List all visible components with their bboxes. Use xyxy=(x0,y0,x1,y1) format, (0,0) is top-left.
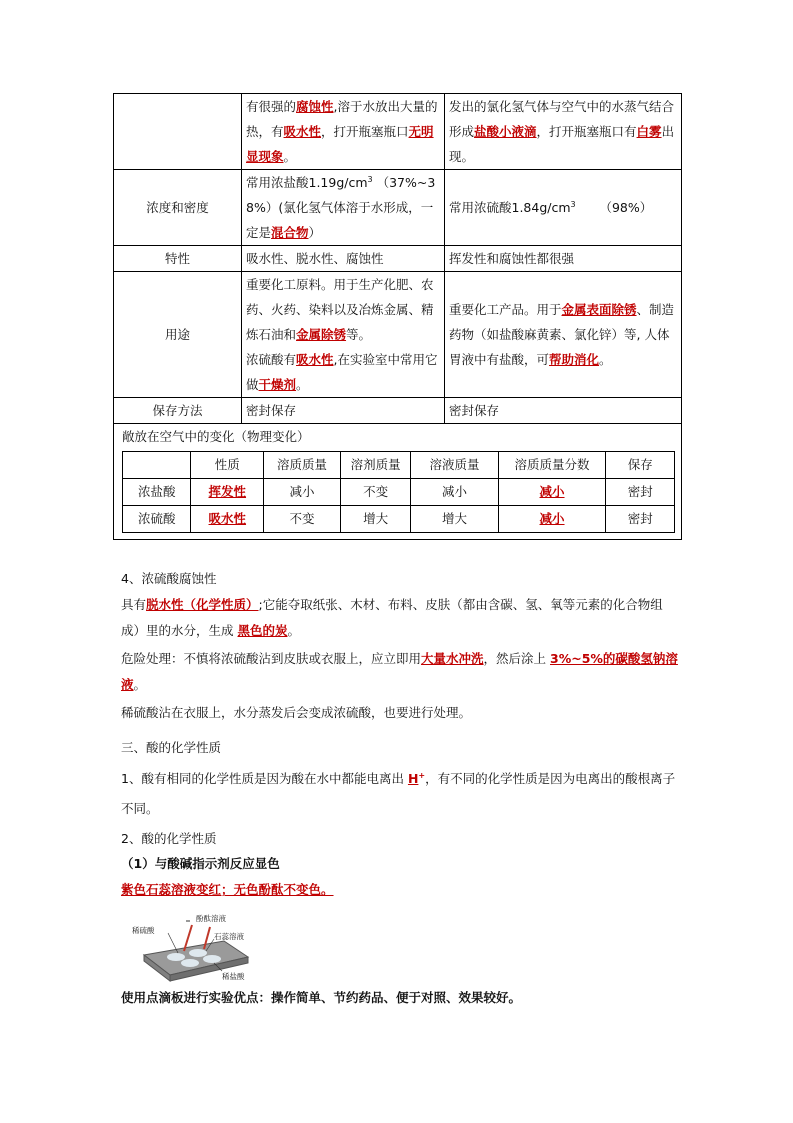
volatility-cell xyxy=(114,424,682,540)
table-cell: 密封 xyxy=(606,506,675,533)
hcl-property-cell: 吸水性、脱水性、腐蚀性 xyxy=(242,246,445,272)
table-header-row xyxy=(123,452,675,479)
figure-label: 稀硫酸 xyxy=(132,926,155,935)
indicator-heading: （1）与酸碱指示剂反应显色 xyxy=(121,856,280,871)
table-row xyxy=(114,398,682,424)
table-cell: 减小 xyxy=(498,479,606,506)
table-row xyxy=(114,272,682,398)
table-row xyxy=(114,424,682,540)
table-row xyxy=(114,94,682,170)
hcl-storage-cell: 密封保存 xyxy=(242,398,445,424)
table-cell: 增大 xyxy=(411,506,498,533)
table-cell: 挥发性 xyxy=(191,479,264,506)
table-row xyxy=(123,479,675,506)
spot-plate-figure xyxy=(126,913,276,983)
figure-label: 稀盐酸 xyxy=(222,972,245,981)
table-cell: 减小 xyxy=(411,479,498,506)
column-header: 保存 xyxy=(606,452,675,479)
h2so4-storage-cell: 密封保存 xyxy=(445,398,682,424)
table-cell: 浓硫酸 xyxy=(123,506,191,533)
row-label: 浓度和密度 xyxy=(114,170,242,246)
h2so4-density-cell: 常用浓硫酸$1.84g/cm^3$ （98%） xyxy=(445,170,682,246)
table-row xyxy=(123,506,675,533)
figure-label: 酚酞溶液 xyxy=(196,914,226,923)
h2so4-use-cell: 重要化工产品。用于金属表面除锈、制造药物（如盐酸麻黄素、氯化锌）等, 人体胃液中有盐酸，可帮助消化。 xyxy=(445,272,682,398)
hcl-density-cell: 常用浓盐酸$1.19g/cm^3$ （37%~38%）(氯化氢气体溶于水形成，一定是混合物） xyxy=(242,170,445,246)
table-cell: 减小 xyxy=(498,506,606,533)
hcl-use-cell: 重要化工原料。用于生产化肥、农药、火药、染料以及冶炼金属、精炼石油和金属除锈等。 浓硫酸有吸水性,在实验室中常用它做干燥剂。 xyxy=(242,272,445,398)
spot-plate-illustration xyxy=(126,913,276,983)
volatility-table xyxy=(122,451,675,533)
hcl-appearance-cell: 有很强的腐蚀性,溶于水放出大量的热，有吸水性，打开瓶塞瓶口无明显现象。 xyxy=(242,94,445,170)
table-cell: 增大 xyxy=(340,506,411,533)
h2so4-appearance-cell: 发出的氯化氢气体与空气中的水蒸气结合形成盐酸小液滴，打开瓶塞瓶口有白雾出现。 xyxy=(445,94,682,170)
column-header xyxy=(123,452,191,479)
ionization-paragraph: 1、酸有相同的化学性质是因为酸在水中都能电离出 H+，有不同的化学性质是因为电离出的酸根离子不同。 xyxy=(121,770,676,816)
table-row xyxy=(114,170,682,246)
column-header: 溶质质量 xyxy=(264,452,341,479)
table-cell: 吸水性 xyxy=(191,506,264,533)
column-header: 溶剂质量 xyxy=(340,452,411,479)
dehydration-paragraph: 具有脱水性（化学性质）;它能夺取纸张、木材、布料、皮肤（都由含碳、氢、氧等元素的化合物组成）里的水分，生成 黑色的炭。 xyxy=(121,597,663,638)
indicator-result: 紫色石蕊溶液变红；无色酚酞不变色。 xyxy=(121,882,334,897)
spot-plate-advantages: 使用点滴板进行实验优点：操作简单、节约药品、便于对照、效果较好。 xyxy=(121,990,522,1005)
column-header: 溶液质量 xyxy=(411,452,498,479)
column-header: 溶质质量分数 xyxy=(498,452,606,479)
h2so4-property-cell: 挥发性和腐蚀性都很强 xyxy=(445,246,682,272)
section3-title: 三、酸的化学性质 xyxy=(121,740,222,755)
table-cell: 减小 xyxy=(264,479,341,506)
row-label: 特性 xyxy=(114,246,242,272)
table-cell: 不变 xyxy=(264,506,341,533)
volatility-title: 敞放在空气中的变化（物理变化） xyxy=(122,429,310,444)
figure-label: 石蕊溶液 xyxy=(214,932,244,941)
table-cell: 不变 xyxy=(340,479,411,506)
danger-handling-paragraph: 危险处理：不慎将浓硫酸沾到皮肤或衣服上，应立即用大量水冲洗，然后涂上 3%~5%的碳酸氢钠溶液。 xyxy=(121,651,678,692)
dilute-acid-note: 稀硫酸沾在衣服上，水分蒸发后会变成浓硫酸，也要进行处理。 xyxy=(121,705,472,720)
table-row xyxy=(114,246,682,272)
chem-property-heading: 2、酸的化学性质 xyxy=(121,831,217,846)
table-cell: 浓盐酸 xyxy=(123,479,191,506)
row-label: 保存方法 xyxy=(114,398,242,424)
section4-title: 4、浓硫酸腐蚀性 xyxy=(121,571,217,586)
acid-comparison-table xyxy=(113,93,682,540)
column-header: 性质 xyxy=(191,452,264,479)
row-label: 用途 xyxy=(114,272,242,398)
table-cell: 密封 xyxy=(606,479,675,506)
